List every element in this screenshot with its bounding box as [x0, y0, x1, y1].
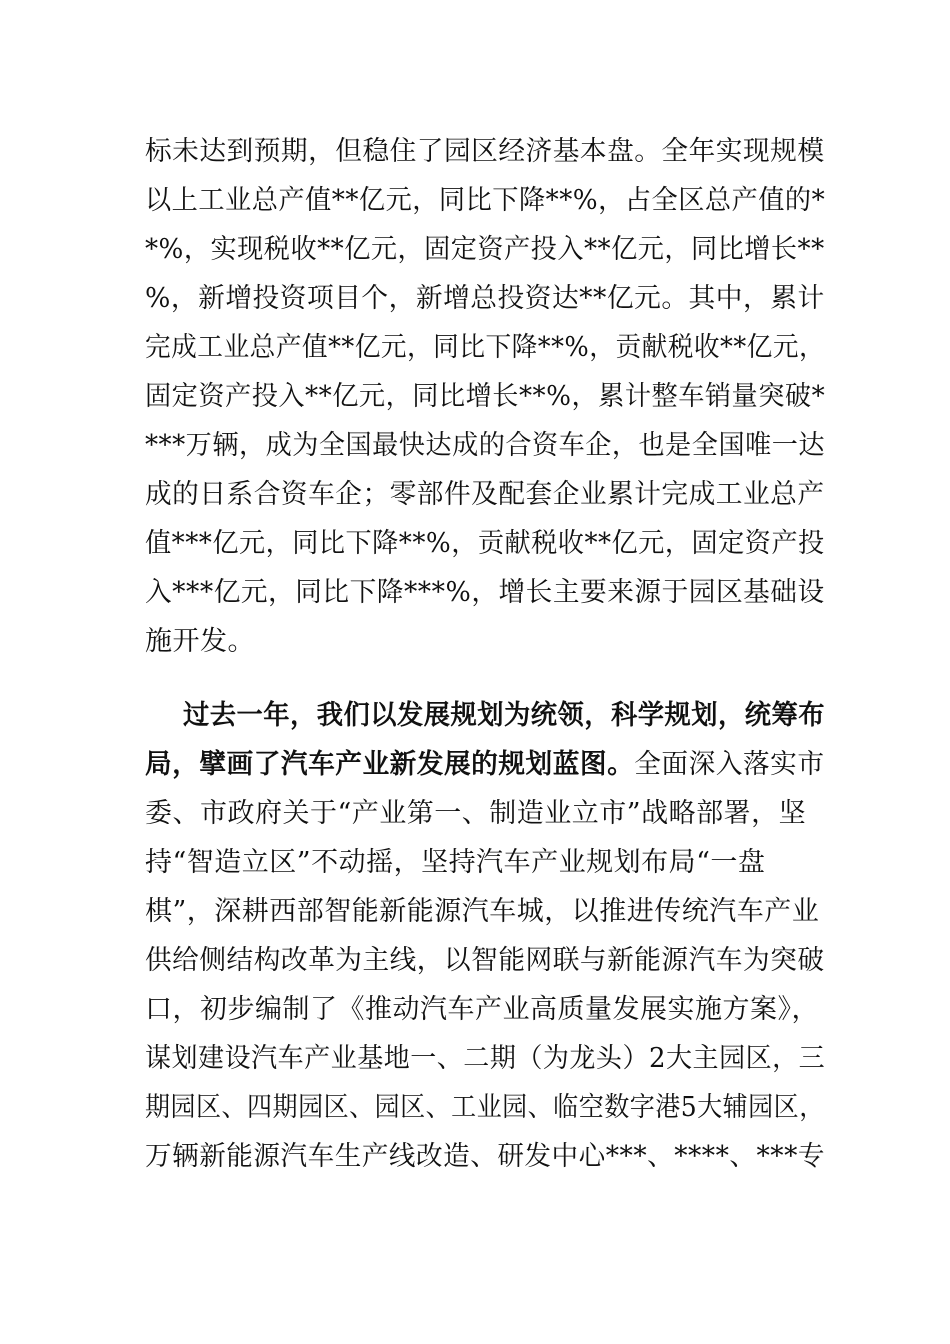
paragraph-1-line-6: 固定资产投入**亿元，同比增长**%，累计整车销量突破*: [145, 381, 826, 412]
paragraph-2-line-7: 口，初步编制了《推动汽车产业高质量发展实施方案》，: [145, 994, 819, 1025]
paragraph-1-line-4: %，新增投资项目个，新增总投资达**亿元。其中，累计: [145, 283, 825, 314]
paragraph-2-bold-line-2: 局，擘画了汽车产业新发展的规划蓝图。: [145, 749, 635, 780]
paragraph-2-line-3: 委、市政府关于“产业第一、制造业立市”战略部署，坚: [145, 798, 807, 829]
paragraph-2-line-10: 万辆新能源汽车生产线改造、研发中心***、****、***专: [145, 1141, 825, 1172]
paragraph-2-line-5: 棋”，深耕西部智能新能源汽车城，以推进传统汽车产业: [145, 896, 820, 927]
paragraph-1-line-2: 以上工业总产值**亿元，同比下降**%，占全区总产值的*: [145, 185, 826, 216]
paragraph-1-line-8: 成的日系合资车企；零部件及配套企业累计完成工业总产: [145, 479, 825, 510]
paragraph-1-line-11: 施开发。: [145, 626, 255, 657]
paragraph-2-line-8: 谋划建设汽车产业基地一、二期（为龙头）2大主园区，三: [145, 1043, 826, 1074]
paragraph-2-bold-line-1: 过去一年，我们以发展规划为统领，科学规划，统筹布: [183, 700, 825, 731]
paragraph-1-line-1: 标未达到预期，但稳住了园区经济基本盘。全年实现规模: [145, 136, 825, 167]
paragraph-2-line-2-rest: 全面深入落实市: [634, 749, 825, 780]
paragraph-1-line-9: 值***亿元，同比下降**%，贡献税收**亿元，固定资产投: [145, 528, 825, 559]
paragraph-2-line-4: 持“智造立区”不动摇，坚持汽车产业规划布局“一盘: [145, 847, 766, 878]
paragraph-1-line-7: ***万辆，成为全国最快达成的合资车企，也是全国唯一达: [145, 430, 825, 461]
paragraph-2-line-6: 供给侧结构改革为主线，以智能网联与新能源汽车为突破: [145, 945, 825, 976]
paragraph-1-line-3: *%，实现税收**亿元，固定资产投入**亿元，同比增长**: [145, 234, 825, 265]
paragraph-1-line-5: 完成工业总产值**亿元，同比下降**%，贡献税收**亿元，: [145, 332, 826, 363]
paragraph-2-line-2: [145, 740, 825, 790]
paragraph-1-line-10: 入***亿元，同比下降***%，增长主要来源于园区基础设: [145, 577, 825, 608]
paragraph-2-line-9: 期园区、四期园区、园区、工业园、临空数字港5大辅园区，: [145, 1092, 825, 1123]
